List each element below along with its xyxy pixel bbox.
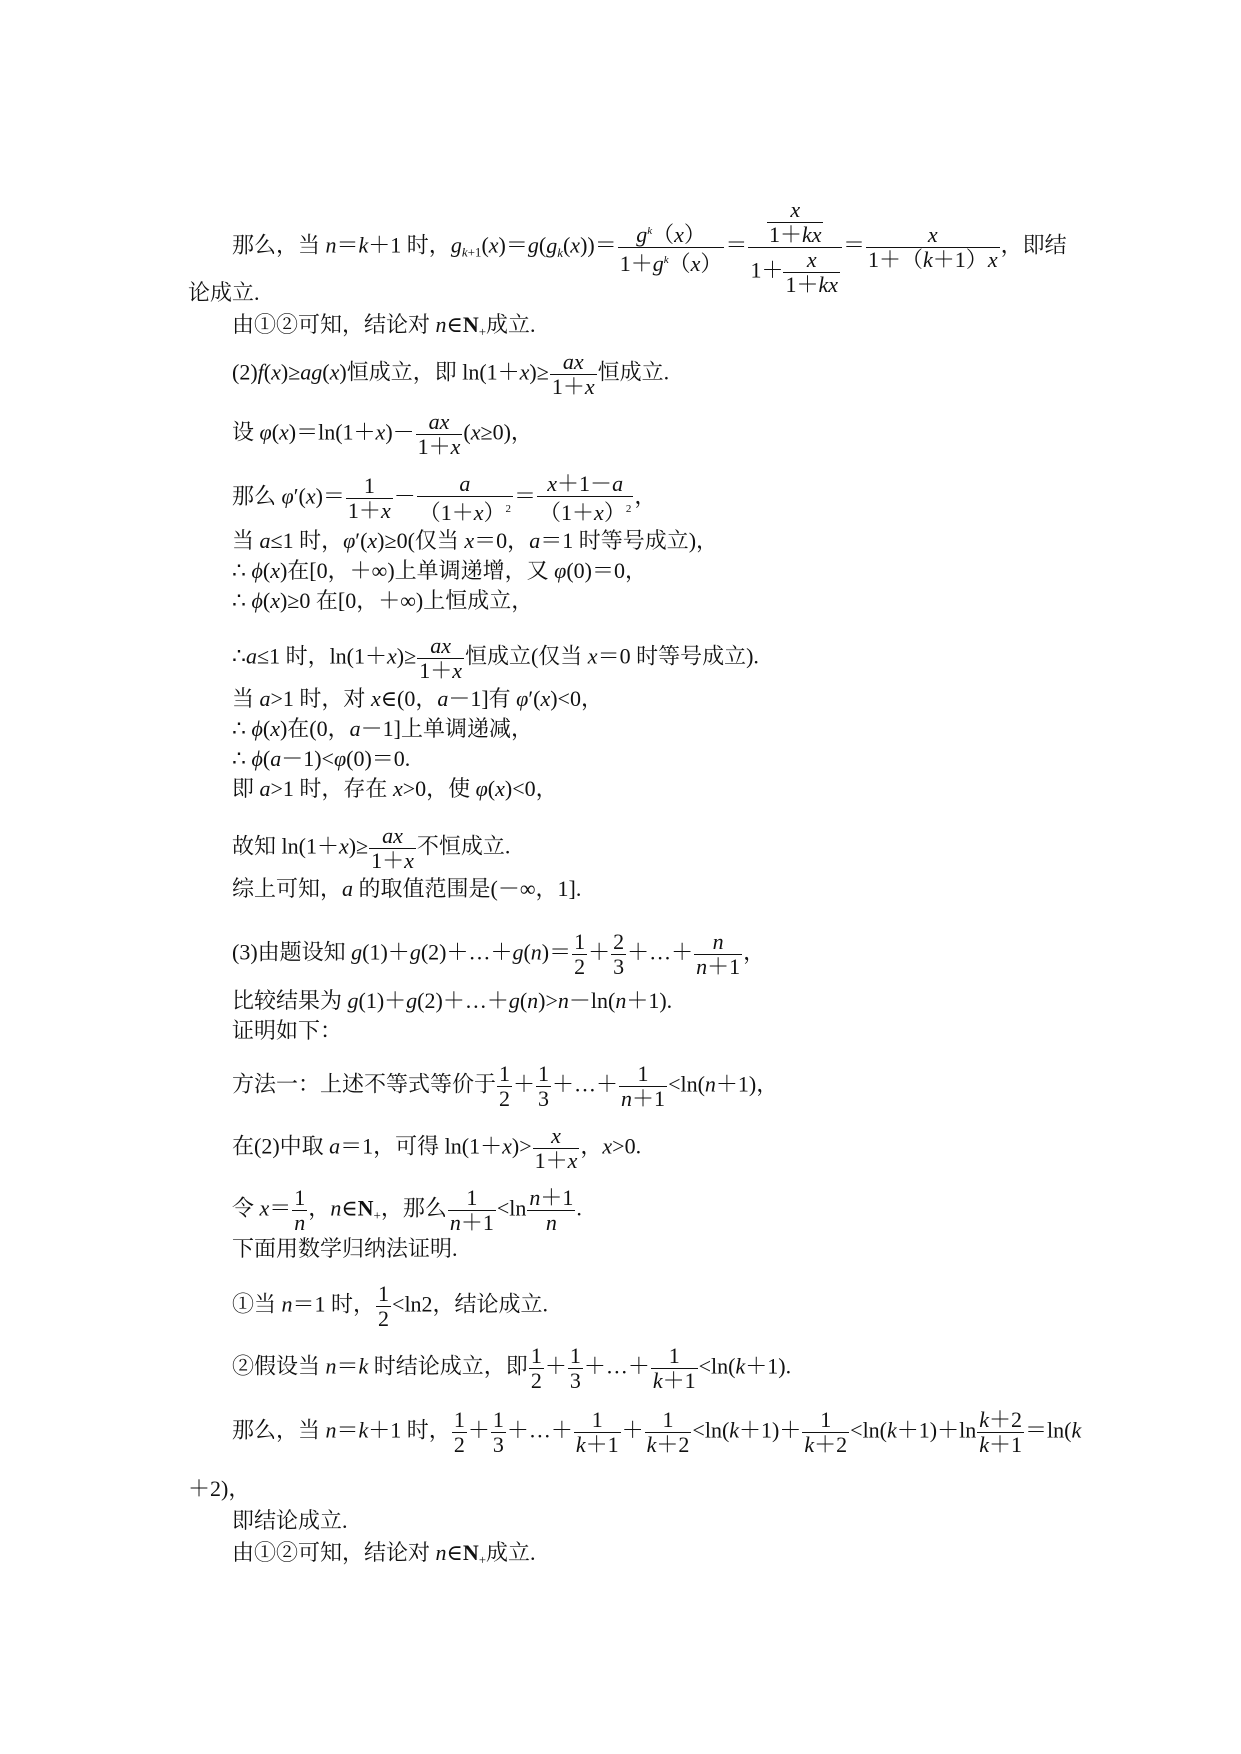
line-2: 论成立. <box>188 280 260 305</box>
line-6: 那么 φ′(x)＝ $\frac{1}{1+x}$ － $\frac{a}{(1+x)^2}$ ＝ $\frac{x+1-a}{(1+x)^2}$ ， <box>232 471 657 525</box>
line-25: ②假设当 n＝k 时结论成立，即 $\frac{1}{2}$ ＋ $\frac{1}{3}$ ＋…＋ $\frac{1}{k+1}$ <ln(k＋1). <box>232 1343 792 1393</box>
line-22: 令 x＝ $\frac{1}{n}$ ，$n\in N_+$，那么 $\frac{1}{n+1}$ <ln $\frac{n+1}{n}$ . <box>232 1185 582 1235</box>
line-26: 那么，当 n＝k＋1 时， $\frac{1}{2}$ ＋ $\frac{1}{3}$ ＋…＋ $\frac{1}{k+1}$ ＋ $\frac{1}{k+2}$ <ln(k＋1)＋ $\frac{1}{k+2}$ <ln(k＋1)＋ln $\frac{k+2}{k+1}$ ＝ln(k <box>232 1407 1082 1457</box>
line-17: (3)由题设知 g(1)＋g(2)＋…＋g(n)＝ $\frac{1}{2}$ ＋ $\frac{2}{3}$ ＋…＋ $\frac{n}{n+1}$ ， <box>232 929 766 979</box>
line-3: 由①②可知，结论对 $n\in N_+$成立. <box>232 312 536 339</box>
line-21: 在(2)中取 a＝1，可得 ln(1＋x)> $\frac{x}{1+x}$ ，x>0. <box>232 1123 642 1173</box>
line-16: 综上可知，a 的取值范围是(－∞，1]. <box>232 876 582 901</box>
line-14: 即 a>1 时，存在 x>0，使 φ(x)<0， <box>232 776 558 801</box>
line-9: ∴ ϕ(x)≥0 在[0，＋∞)上恒成立， <box>232 588 534 613</box>
line-10: ∴a≤1 时，ln(1＋x)≥ $\frac{ax}{1+x}$ 恒成立(仅当 x＝0 时等号成立). <box>232 633 759 683</box>
line-24: ①当 n＝1 时， $\frac{1}{2}$ <ln2，结论成立. <box>232 1281 549 1331</box>
line-7: 当 a≤1 时，φ′(x)≥0(仅当 x＝0，a＝1 时等号成立)， <box>232 528 719 553</box>
line-19: 证明如下： <box>232 1018 343 1043</box>
line-13: ∴ ϕ(a－1)<φ(0)＝0. <box>232 746 411 771</box>
line-27: ＋2)， <box>188 1476 251 1501</box>
line-8: ∴ ϕ(x)在[0，＋∞)上单调递增，又 φ(0)＝0， <box>232 558 647 583</box>
line-28: 即结论成立. <box>232 1508 348 1533</box>
line-23: 下面用数学归纳法证明. <box>232 1236 458 1261</box>
line-18: 比较结果为 g(1)＋g(2)＋…＋g(n)>n－ln(n＋1). <box>232 988 673 1013</box>
line-20: 方法一：上述不等式等价于 $\frac{1}{2}$ ＋ $\frac{1}{3}$ ＋…＋ $\frac{1}{n+1}$ <ln(n＋1)， <box>232 1061 779 1111</box>
line-12: ∴ ϕ(x)在(0，a－1]上单调递减， <box>232 716 533 741</box>
line-15: 故知 ln(1＋x)≥ $\frac{ax}{1+x}$ 不恒成立. <box>232 823 511 873</box>
line-4: (2)f(x)≥ag(x)恒成立，即 ln(1＋x)≥ $\frac{ax}{1+x}$ 恒成立. <box>232 349 670 399</box>
line-11: 当 a>1 时，对 x∈(0，a－1]有 φ′(x)<0， <box>232 686 603 711</box>
line-29: 由①②可知，结论对 $n\in N_+$成立. <box>232 1540 536 1567</box>
line-5: 设 φ(x)＝ln(1＋x)－ $\frac{ax}{1+x}$ (x≥0)， <box>232 409 533 459</box>
line-1: 那么，当 n＝k＋1 时，$g_{k+1}(x)=g(g_k(x))=$ $\frac{g^k(x)}{1+g^k(x)}$ ＝ $\frac{x}{1+kx}$ 1＋ $\frac{x}{1+kx}$ ＝ $\frac{x}{1+(k+1)x}$ ，即结 <box>232 197 1067 297</box>
